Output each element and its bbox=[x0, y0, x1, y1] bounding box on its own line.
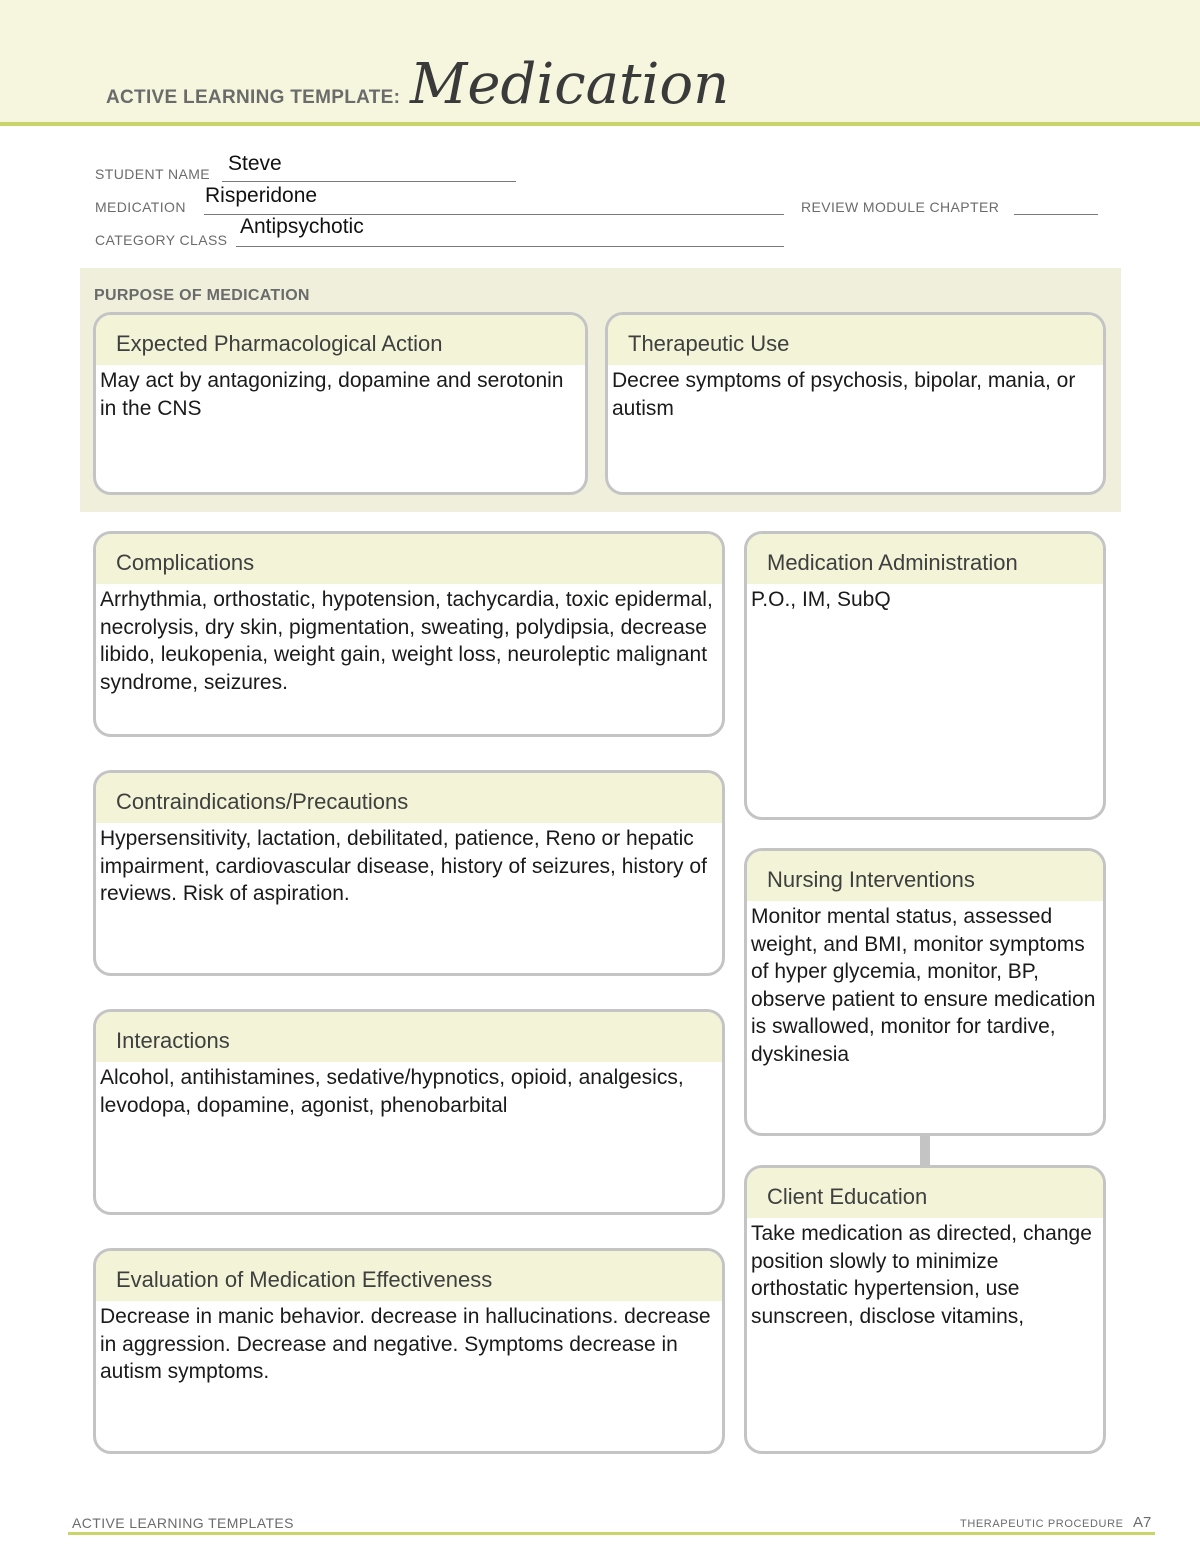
pharm-action-text[interactable]: May act by antagonizing, dopamine and serotonin in the CNS bbox=[100, 369, 564, 420]
contraindications-box bbox=[93, 770, 725, 976]
box-connector bbox=[920, 1135, 930, 1165]
pharm-action-heading: Expected Pharmacological Action bbox=[96, 315, 585, 365]
evaluation-heading: Evaluation of Medication Effectiveness bbox=[96, 1251, 722, 1301]
page-number: A7 bbox=[1133, 1514, 1152, 1531]
student-name-line bbox=[222, 181, 516, 182]
nursing-interventions-text[interactable]: Monitor mental status, assessed weight, and BMI, monitor symptoms of hyper glycemia, monitor, BP, observe patient to ensure medication is swallowed, monitor for tardive, dyskinesia bbox=[751, 905, 1096, 1066]
client-education-box bbox=[744, 1165, 1106, 1454]
contraindications-heading: Contraindications/Precautions bbox=[96, 773, 722, 823]
administration-box bbox=[744, 531, 1106, 820]
page-title: Medication bbox=[410, 52, 730, 117]
therapeutic-use-box bbox=[605, 312, 1106, 495]
footer-rule bbox=[68, 1532, 1155, 1535]
medication-label: MEDICATION bbox=[95, 199, 186, 215]
complications-text[interactable]: Arrhythmia, orthostatic, hypotension, tachycardia, toxic epidermal, necrolysis, dry skin, pigmentation, sweating, polydipsia, decrease libido, leukopenia, weight gain, weight loss, neuroleptic malignant syndrome, seizures. bbox=[100, 588, 713, 694]
medication-field[interactable]: Risperidone bbox=[205, 184, 318, 207]
therapeutic-use-text[interactable]: Decree symptoms of psychosis, bipolar, mania, or autism bbox=[612, 369, 1076, 420]
administration-heading: Medication Administration bbox=[747, 534, 1103, 584]
evaluation-box bbox=[93, 1248, 725, 1454]
category-class-line bbox=[236, 246, 784, 247]
interactions-text[interactable]: Alcohol, antihistamines, sedative/hypnotics, opioid, analgesics, levodopa, dopamine, agonist, phenobarbital bbox=[100, 1066, 684, 1117]
category-class-label: CATEGORY CLASS bbox=[95, 232, 228, 248]
header-rule bbox=[0, 122, 1200, 126]
contraindications-text[interactable]: Hypersensitivity, lactation, debilitated, patience, Reno or hepatic impairment, cardiovascular disease, history of seizures, history of reviews. Risk of aspiration. bbox=[100, 827, 707, 905]
evaluation-text[interactable]: Decrease in manic behavior. decrease in hallucinations. decrease in aggression. Decrease and negative. Symptoms decrease in autism symptoms. bbox=[100, 1305, 711, 1383]
student-name-label: STUDENT NAME bbox=[95, 166, 210, 182]
template-label: ACTIVE LEARNING TEMPLATE: bbox=[106, 87, 401, 108]
complications-box bbox=[93, 531, 725, 737]
category-class-field[interactable]: Antipsychotic bbox=[240, 215, 364, 238]
administration-text[interactable]: P.O., IM, SubQ bbox=[751, 588, 891, 611]
review-module-label: REVIEW MODULE CHAPTER bbox=[801, 199, 1000, 215]
complications-heading: Complications bbox=[96, 534, 722, 584]
pharm-action-box bbox=[93, 312, 588, 495]
footer-left-text: ACTIVE LEARNING TEMPLATES bbox=[72, 1515, 294, 1531]
nursing-interventions-box bbox=[744, 848, 1106, 1136]
interactions-heading: Interactions bbox=[96, 1012, 722, 1062]
interactions-box bbox=[93, 1009, 725, 1215]
therapeutic-use-heading: Therapeutic Use bbox=[608, 315, 1103, 365]
review-module-field[interactable] bbox=[1014, 214, 1098, 215]
footer-right-text: THERAPEUTIC PROCEDURE bbox=[960, 1518, 1124, 1530]
purpose-label: PURPOSE OF MEDICATION bbox=[94, 287, 310, 304]
client-education-heading: Client Education bbox=[747, 1168, 1103, 1218]
nursing-interventions-heading: Nursing Interventions bbox=[747, 851, 1103, 901]
student-name-field[interactable]: Steve bbox=[228, 152, 282, 175]
client-education-text[interactable]: Take medication as directed, change position slowly to minimize orthostatic hypertension, use sunscreen, disclose vitamins, bbox=[751, 1222, 1092, 1328]
